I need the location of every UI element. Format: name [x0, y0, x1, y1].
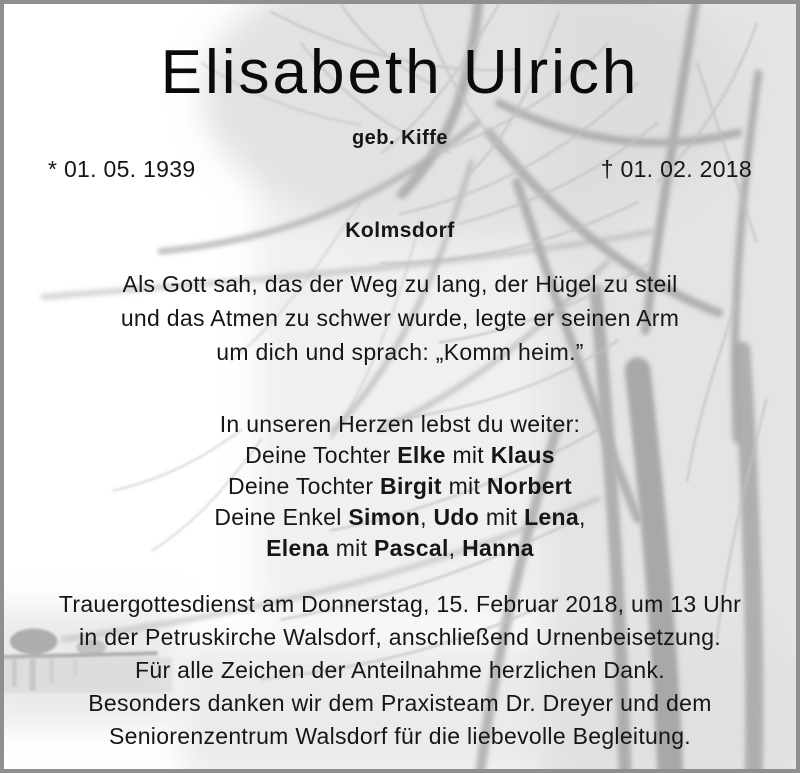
- family-line-text: Deine Tochter: [227, 473, 381, 500]
- verse-line: Als Gott sah, das der Weg zu lang, der Hügel zu steil: [122, 271, 678, 298]
- family-section: [4, 409, 796, 564]
- family-member-name: Elena: [266, 535, 330, 562]
- family-lines: [4, 440, 796, 564]
- family-line: [4, 502, 796, 533]
- funeral-info-line: Trauergottesdienst am Donnerstag, 15. Februar 2018, um 13 Uhr: [58, 591, 742, 618]
- birth-date: * 01. 05. 1939: [48, 156, 196, 183]
- family-line-text: Deine Enkel: [214, 504, 349, 531]
- deceased-name: Elisabeth Ulrich: [160, 38, 640, 107]
- family-line: [4, 533, 796, 564]
- verse-line: und das Atmen zu schwer wurde, legte er seinen Arm: [120, 305, 680, 332]
- family-line-text: mit: [329, 535, 374, 562]
- family-line-text: ,: [578, 504, 586, 531]
- funeral-info-line: Besonders danken wir dem Praxisteam Dr. Dreyer und dem: [88, 690, 712, 717]
- family-intro: In unseren Herzen lebst du weiter:: [219, 411, 581, 438]
- family-member-name: Udo: [433, 504, 480, 531]
- family-member-name: Klaus: [490, 442, 555, 469]
- family-member-name: Elke: [397, 442, 446, 469]
- life-dates: [4, 156, 796, 183]
- family-member-name: Birgit: [380, 473, 442, 500]
- funeral-info-line: in der Petruskirche Walsdorf, anschließend Urnenbeisetzung.: [79, 624, 721, 651]
- memorial-verse: [4, 267, 796, 369]
- family-member-name: Norbert: [486, 473, 573, 500]
- family-line-text: mit: [479, 504, 525, 531]
- family-line: [4, 440, 796, 471]
- family-member-name: Pascal: [373, 535, 449, 562]
- maiden-name: geb. Kiffe: [351, 127, 449, 150]
- death-date: † 01. 02. 2018: [600, 156, 752, 183]
- family-line: [4, 471, 796, 502]
- place-name: Kolmsdorf: [345, 219, 455, 243]
- verse-line: um dich und sprach: „Komm heim.”: [216, 339, 584, 366]
- funeral-info: [4, 588, 796, 753]
- family-line-text: mit: [445, 442, 491, 469]
- family-line-text: ,: [420, 504, 434, 531]
- funeral-info-line: Seniorenzentrum Walsdorf für die liebevolle Begleitung.: [108, 723, 691, 750]
- notice-content: [4, 4, 796, 769]
- family-line-text: mit: [441, 473, 487, 500]
- family-member-name: Lena: [524, 504, 579, 531]
- family-member-name: Simon: [348, 504, 421, 531]
- family-member-name: Hanna: [462, 535, 534, 562]
- family-line-text: ,: [448, 535, 463, 562]
- funeral-info-line: Für alle Zeichen der Anteilnahme herzlichen Dank.: [135, 657, 665, 684]
- family-line-text: Deine Tochter: [245, 442, 398, 469]
